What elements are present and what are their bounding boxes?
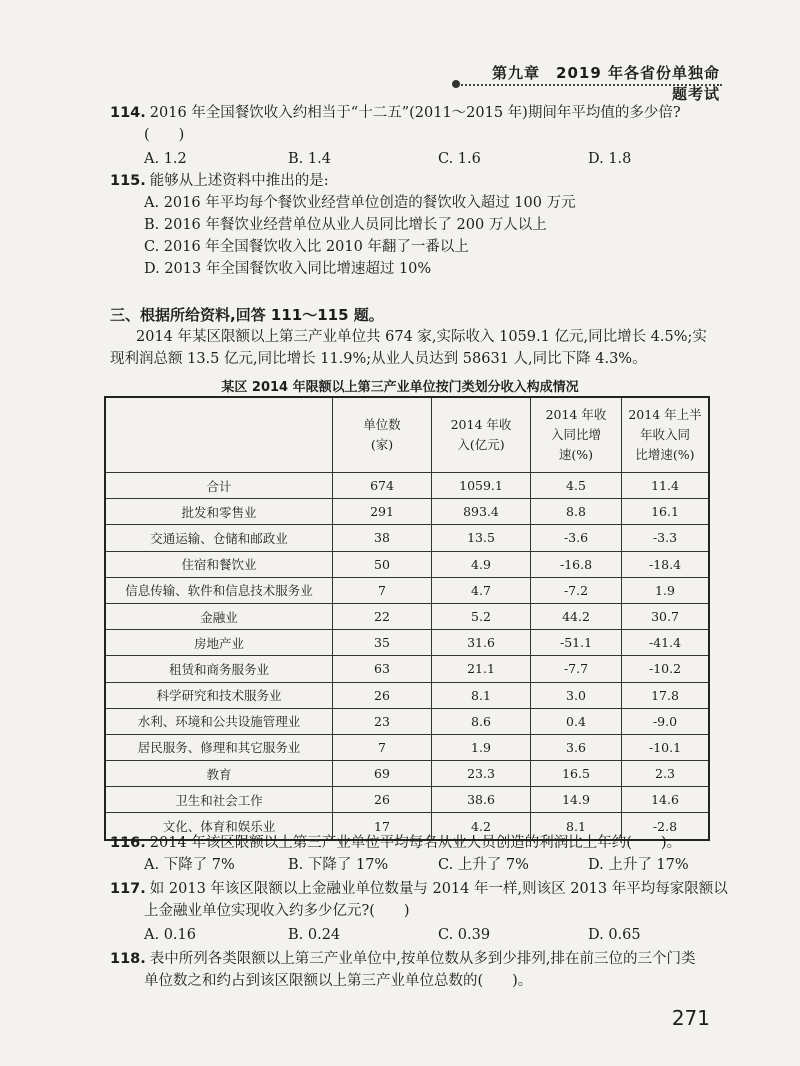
table-row xyxy=(105,525,709,551)
question-text: 表中所列各类限额以上第三产业单位中,按单位数从多到少排列,排在前三位的三个门类 xyxy=(149,951,696,967)
header-cell xyxy=(105,397,333,473)
value-cell: 7 xyxy=(333,734,432,760)
value-cell: 2.3 xyxy=(622,761,710,787)
value-cell: 17.8 xyxy=(622,682,710,708)
table-row xyxy=(105,761,709,787)
page-number: 271 xyxy=(671,1006,710,1030)
value-cell: 8.1 xyxy=(531,813,622,840)
option-d: D. 1.8 xyxy=(588,151,632,167)
question-text-continued: 上金融业单位实现收入约多少亿元?( ) xyxy=(144,903,410,919)
value-cell: 23.3 xyxy=(432,761,531,787)
value-cell: 14.9 xyxy=(531,787,622,813)
option-c: C. 2016 年全国餐饮收入比 2010 年翻了一番以上 xyxy=(144,239,469,255)
question-text: 能够从上述资料中推出的是: xyxy=(149,173,329,189)
value-cell: 50 xyxy=(333,551,432,577)
question-text: 2014 年该区限额以上第三产业单位平均每名从业人员创造的利润比上年约( )。 xyxy=(149,835,682,851)
question-text: 如 2013 年该区限额以上金融业单位数量与 2014 年一样,则该区 2013 年平均每家限额以 xyxy=(149,881,728,897)
value-cell: 5.2 xyxy=(432,603,531,629)
value-cell: 4.5 xyxy=(531,473,622,499)
table-row xyxy=(105,473,709,499)
question-115 xyxy=(110,170,329,192)
option-b: B. 0.24 xyxy=(288,927,341,943)
option-c: C. 上升了 7% xyxy=(438,857,529,873)
table-title: 某区 2014 年限额以上第三产业单位按门类划分收入构成情况 xyxy=(221,380,579,395)
table-row xyxy=(105,656,709,682)
category-cell: 合计 xyxy=(105,473,333,499)
table-row xyxy=(105,708,709,734)
value-cell: -3.6 xyxy=(531,525,622,551)
table-body xyxy=(105,473,709,840)
value-cell: 21.1 xyxy=(432,656,531,682)
category-cell: 金融业 xyxy=(105,603,333,629)
value-cell: 1059.1 xyxy=(432,473,531,499)
value-cell: 0.4 xyxy=(531,708,622,734)
value-cell: 17 xyxy=(333,813,432,840)
value-cell: 26 xyxy=(333,787,432,813)
category-cell: 文化、体育和娱乐业 xyxy=(105,813,333,840)
question-number: 116. xyxy=(110,835,146,851)
value-cell: -2.8 xyxy=(622,813,710,840)
category-cell: 信息传输、软件和信息技术服务业 xyxy=(105,577,333,603)
header-cell: 2014 年收 入(亿元) xyxy=(432,397,531,473)
header-cell: 2014 年收 入同比增 速(%) xyxy=(531,397,622,473)
chapter-header: 第九章 2019 年各省份单独命题考试 xyxy=(492,64,720,103)
category-cell: 教育 xyxy=(105,761,333,787)
value-cell: 291 xyxy=(333,499,432,525)
option-b: B. 下降了 17% xyxy=(288,857,389,873)
option-d: D. 2013 年全国餐饮收入同比增速超过 10% xyxy=(144,261,432,277)
value-cell: 69 xyxy=(333,761,432,787)
value-cell: 23 xyxy=(333,708,432,734)
value-cell: 4.7 xyxy=(432,577,531,603)
option-c: C. 0.39 xyxy=(438,927,491,943)
value-cell: -16.8 xyxy=(531,551,622,577)
value-cell: 7 xyxy=(333,577,432,603)
table-row xyxy=(105,682,709,708)
value-cell: 893.4 xyxy=(432,499,531,525)
category-cell: 房地产业 xyxy=(105,630,333,656)
value-cell: 35 xyxy=(333,630,432,656)
value-cell: -7.2 xyxy=(531,577,622,603)
value-cell: -51.1 xyxy=(531,630,622,656)
question-114 xyxy=(110,102,681,124)
value-cell: -10.2 xyxy=(622,656,710,682)
value-cell: 31.6 xyxy=(432,630,531,656)
value-cell: 14.6 xyxy=(622,787,710,813)
question-number: 115. xyxy=(110,173,146,189)
value-cell: 63 xyxy=(333,656,432,682)
category-cell: 卫生和社会工作 xyxy=(105,787,333,813)
table-row xyxy=(105,734,709,760)
question-text: 2016 年全国餐饮收入约相当于“十二五”(2011～2015 年)期间年平均值的多少倍? xyxy=(149,105,681,121)
category-cell: 居民服务、修理和其它服务业 xyxy=(105,734,333,760)
category-cell: 住宿和餐饮业 xyxy=(105,551,333,577)
table-header-row xyxy=(105,397,709,473)
value-cell: 8.8 xyxy=(531,499,622,525)
option-a: A. 1.2 xyxy=(144,151,187,167)
answer-blank: ( ) xyxy=(144,127,185,143)
value-cell: -3.3 xyxy=(622,525,710,551)
option-d: D. 上升了 17% xyxy=(588,857,689,873)
category-cell: 交通运输、仓储和邮政业 xyxy=(105,525,333,551)
value-cell: -9.0 xyxy=(622,708,710,734)
question-number: 114. xyxy=(110,105,146,121)
value-cell: 1.9 xyxy=(622,577,710,603)
value-cell: -18.4 xyxy=(622,551,710,577)
value-cell: 44.2 xyxy=(531,603,622,629)
value-cell: 4.2 xyxy=(432,813,531,840)
category-cell: 科学研究和技术服务业 xyxy=(105,682,333,708)
category-cell: 租赁和商务服务业 xyxy=(105,656,333,682)
value-cell: 3.6 xyxy=(531,734,622,760)
material-paragraph-line-1: 2014 年某区限额以上第三产业单位共 674 家,实际收入 1059.1 亿元,同比增长 4.5%;实 xyxy=(136,329,707,345)
table-row xyxy=(105,630,709,656)
header-cell: 单位数 (家) xyxy=(333,397,432,473)
value-cell: -7.7 xyxy=(531,656,622,682)
option-b: B. 2016 年餐饮业经营单位从业人员同比增长了 200 万人以上 xyxy=(144,217,547,233)
header-cell: 2014 年上半 年收入同 比增速(%) xyxy=(622,397,710,473)
option-b: B. 1.4 xyxy=(288,151,331,167)
category-cell: 批发和零售业 xyxy=(105,499,333,525)
table-row xyxy=(105,499,709,525)
value-cell: 8.6 xyxy=(432,708,531,734)
value-cell: 22 xyxy=(333,603,432,629)
table-row xyxy=(105,551,709,577)
value-cell: 1.9 xyxy=(432,734,531,760)
question-number: 117. xyxy=(110,881,146,897)
value-cell: 3.0 xyxy=(531,682,622,708)
value-cell: 13.5 xyxy=(432,525,531,551)
value-cell: 11.4 xyxy=(622,473,710,499)
value-cell: 26 xyxy=(333,682,432,708)
category-cell: 水利、环境和公共设施管理业 xyxy=(105,708,333,734)
section-title: 三、根据所给资料,回答 111～115 题。 xyxy=(110,306,384,324)
material-paragraph-line-2: 现利润总额 13.5 亿元,同比增长 11.9%;从业人员达到 58631 人,同比下降 4.3%。 xyxy=(110,351,647,367)
question-116 xyxy=(110,832,681,854)
option-a: A. 2016 年平均每个餐饮业经营单位创造的餐饮收入超过 100 万元 xyxy=(144,195,576,211)
question-118 xyxy=(110,948,696,970)
header-divider xyxy=(458,84,722,86)
table-row xyxy=(105,577,709,603)
value-cell: -10.1 xyxy=(622,734,710,760)
option-d: D. 0.65 xyxy=(588,927,641,943)
question-117 xyxy=(110,878,728,900)
value-cell: -41.4 xyxy=(622,630,710,656)
value-cell: 16.5 xyxy=(531,761,622,787)
value-cell: 8.1 xyxy=(432,682,531,708)
value-cell: 38.6 xyxy=(432,787,531,813)
value-cell: 16.1 xyxy=(622,499,710,525)
option-a: A. 0.16 xyxy=(144,927,196,943)
table-row xyxy=(105,603,709,629)
value-cell: 4.9 xyxy=(432,551,531,577)
option-a: A. 下降了 7% xyxy=(144,857,235,873)
question-text-continued: 单位数之和约占到该区限额以上第三产业单位总数的( )。 xyxy=(144,973,533,989)
question-number: 118. xyxy=(110,951,146,967)
value-cell: 38 xyxy=(333,525,432,551)
revenue-table xyxy=(104,396,710,841)
table-row xyxy=(105,787,709,813)
option-c: C. 1.6 xyxy=(438,151,481,167)
value-cell: 674 xyxy=(333,473,432,499)
value-cell: 30.7 xyxy=(622,603,710,629)
